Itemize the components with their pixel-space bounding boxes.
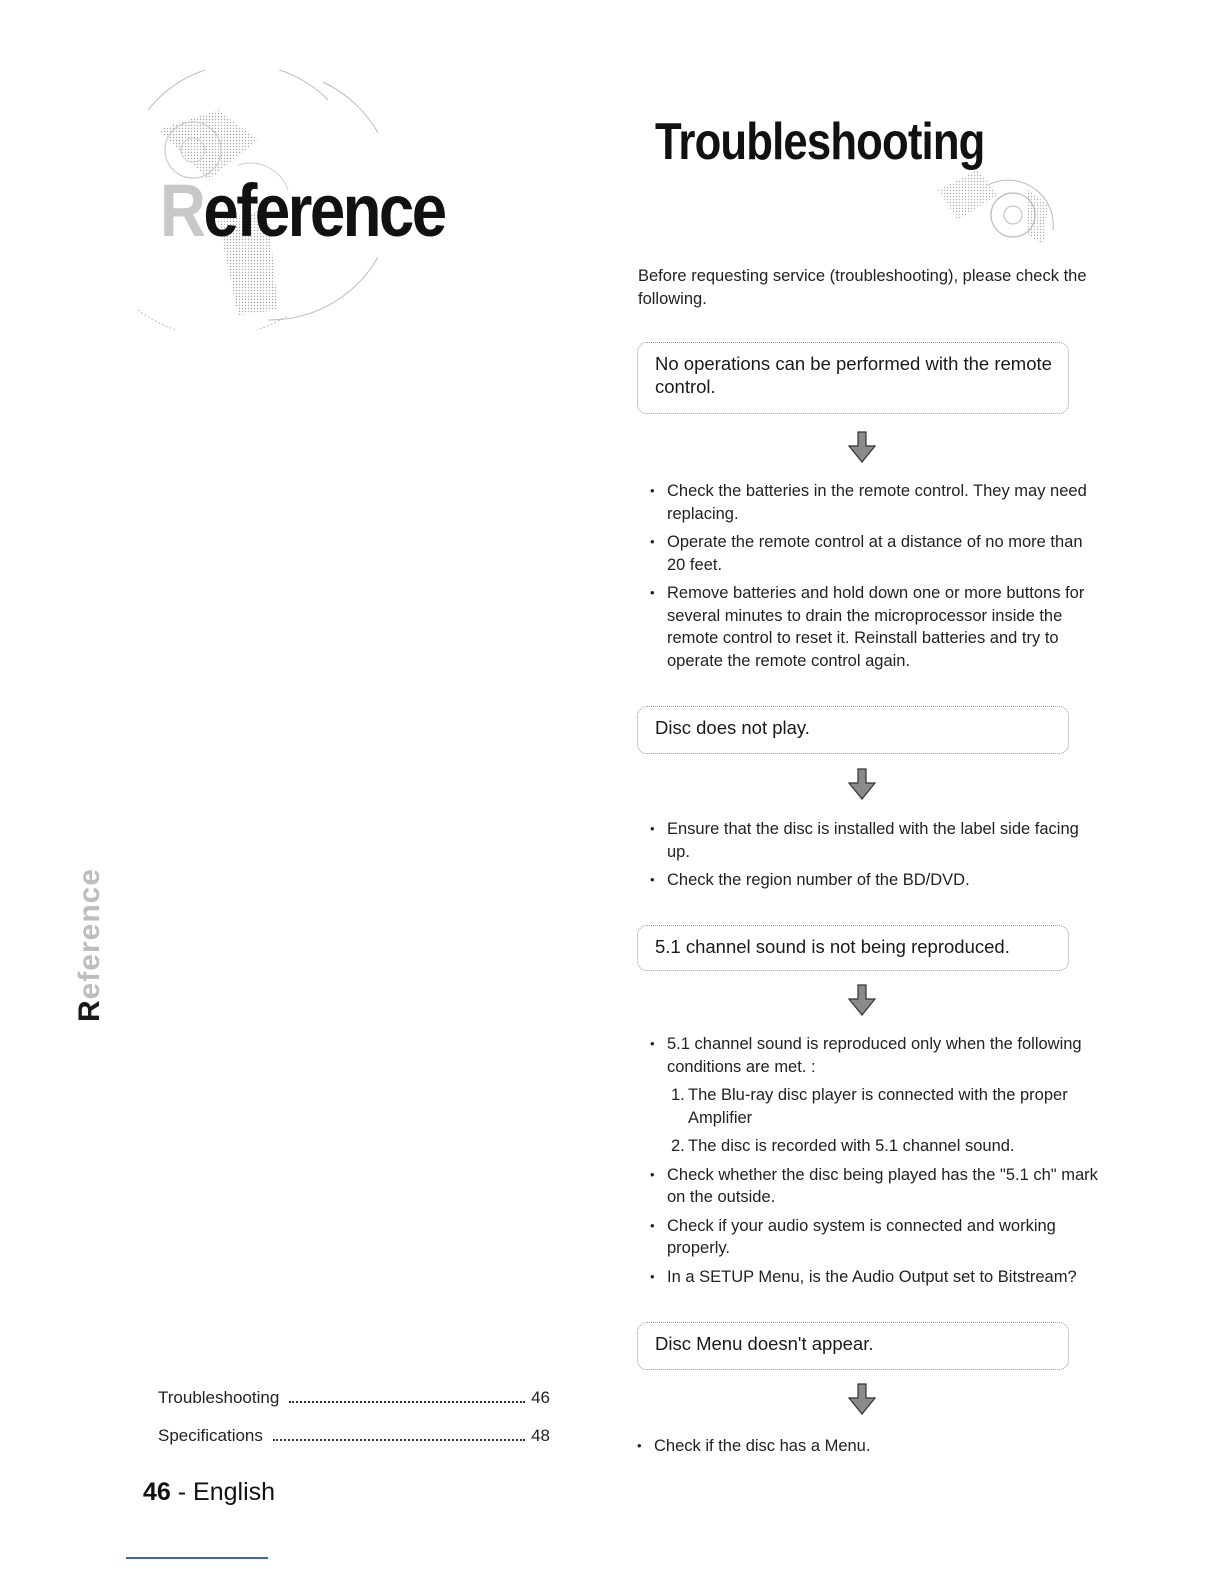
solution-list	[650, 818, 1100, 898]
toc-item-specifications[interactable]	[158, 1426, 550, 1446]
issue-question-box	[637, 1322, 1069, 1370]
toc-item-page: 48	[531, 1426, 550, 1445]
solution-list	[650, 480, 1100, 678]
toc-item-label: Specifications	[158, 1426, 263, 1445]
section-title	[160, 168, 445, 253]
solution-item: • In a SETUP Menu, is the Audio Output set to Bitstream?	[650, 1266, 1100, 1289]
condition-item	[650, 1135, 1100, 1158]
toc-item-page: 46	[531, 1388, 550, 1407]
solution-list	[650, 1033, 1100, 1294]
section-title-rest: eference	[203, 169, 445, 252]
page-number: 46	[143, 1478, 171, 1506]
solution-item: • Remove batteries and hold down one or more buttons for several minutes to drain the microprocessor inside the remote control to reset it. Reinstall batteries and try to operate the remote control again.	[650, 582, 1100, 672]
issue-question: No operations can be performed with the remote control.	[655, 353, 1052, 397]
solution-item: • Check if the disc has a Menu.	[637, 1435, 1087, 1458]
toc-item-troubleshooting[interactable]	[158, 1388, 550, 1408]
down-arrow-icon	[845, 430, 879, 464]
issue-question-box	[637, 706, 1069, 754]
issue-question: Disc Menu doesn't appear.	[655, 1333, 874, 1354]
condition-text: The disc is recorded with 5.1 channel sound.	[688, 1137, 1015, 1155]
down-arrow-icon	[845, 1382, 879, 1416]
toc-item-label: Troubleshooting	[158, 1388, 280, 1407]
footer-rule	[126, 1557, 268, 1559]
page-title: Troubleshooting	[655, 113, 985, 171]
footer-language: English	[193, 1478, 276, 1506]
condition-text: The Blu-ray disc player is connected with the proper Amplifier	[688, 1086, 1068, 1127]
issue-question: Disc does not play.	[655, 717, 810, 738]
down-arrow-icon	[845, 983, 879, 1017]
side-tab-label: Reference	[73, 867, 106, 1023]
condition-number: 1.	[671, 1086, 685, 1104]
solution-item: • Operate the remote control at a distance of no more than 20 feet.	[650, 531, 1100, 576]
condition-item	[650, 1084, 1100, 1129]
solution-item: • Check if your audio system is connected and working properly.	[650, 1215, 1100, 1260]
toc-leader-dots	[289, 1400, 525, 1403]
solution-item: • Check the region number of the BD/DVD.	[650, 869, 1100, 892]
page-footer	[143, 1478, 275, 1507]
issue-question-box	[637, 342, 1069, 414]
issue-question: 5.1 channel sound is not being reproduced.	[655, 936, 1010, 957]
down-arrow-icon	[845, 767, 879, 801]
section-title-initial: R	[160, 169, 204, 252]
condition-number: 2.	[671, 1137, 685, 1155]
side-tab	[40, 867, 140, 1023]
solution-list	[637, 1435, 1087, 1464]
solution-item: • 5.1 channel sound is reproduced only when the following conditions are met. :	[650, 1033, 1100, 1078]
solution-item: • Check the batteries in the remote control. They may need replacing.	[650, 480, 1100, 525]
disc-graphic-right	[928, 150, 1056, 250]
intro-text: Before requesting service (troubleshooting), please check the following.	[638, 267, 1087, 308]
issue-question-box	[637, 925, 1069, 971]
solution-item: • Ensure that the disc is installed with the label side facing up.	[650, 818, 1100, 863]
toc-leader-dots	[273, 1438, 525, 1441]
footer-separator: -	[170, 1478, 194, 1506]
solution-item: • Check whether the disc being played has the "5.1 ch" mark on the outside.	[650, 1164, 1100, 1209]
